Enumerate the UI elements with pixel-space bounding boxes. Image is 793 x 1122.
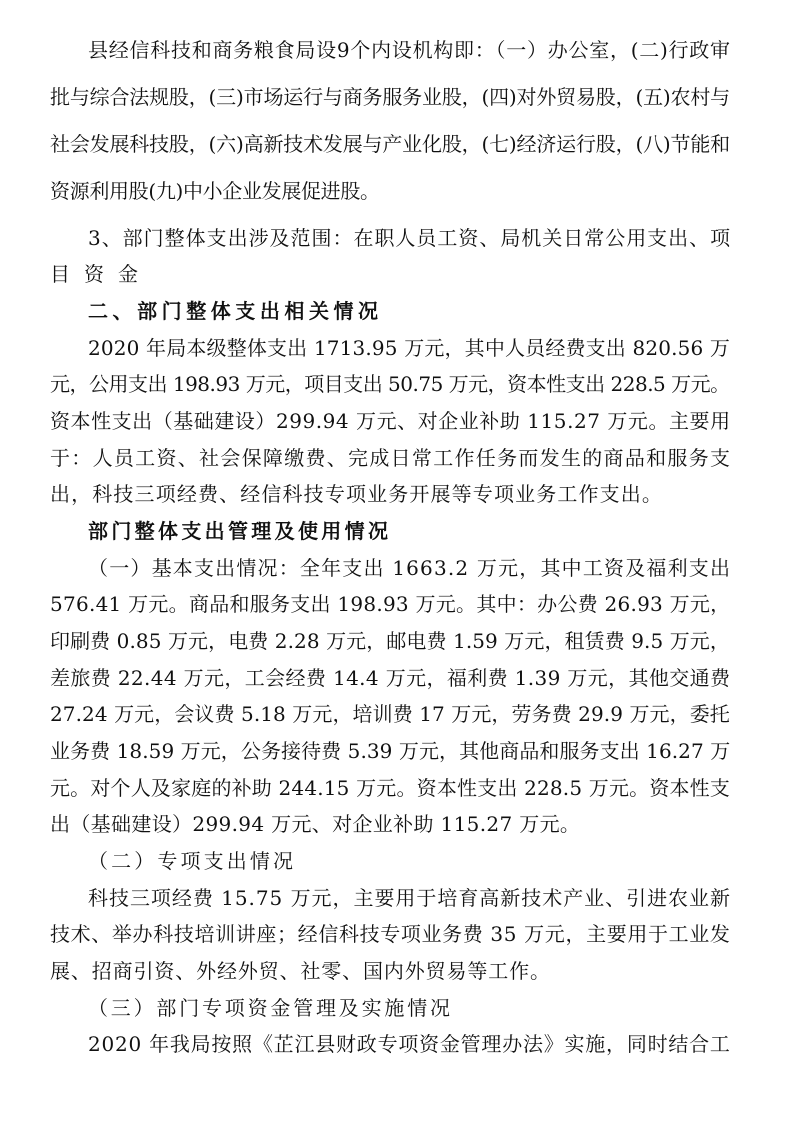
paragraph-line-19: 业务费 18.59 万元，公务接待费 5.39 万元，其他商品和服务支出 16.27 万 <box>50 739 731 763</box>
paragraph-line-4: 资源利用股(九)中小企业发展促进股。 <box>50 179 380 203</box>
section-heading-2: 二、部门整体支出相关情况 <box>88 299 383 323</box>
paragraph-line-10: 资本性支出（基础建设）299.94 万元、对企业补助 115.27 万元。主要用 <box>50 409 731 433</box>
subsection-heading-2: （二）专项支出情况 <box>88 849 297 873</box>
paragraph-line-23: 科技三项经费 15.75 万元，主要用于培育高新技术产业、引进农业新 <box>88 886 731 910</box>
paragraph-line-27: 2020 年我局按照《芷江县财政专项资金管理办法》实施，同时结合工 <box>88 1032 731 1056</box>
paragraph-line-8: 2020 年局本级整体支出 1713.95 万元，其中人员经费支出 820.56 万 <box>88 336 731 360</box>
paragraph-line-5: 3、部门整体支出涉及范围：在职人员工资、局机关日常公用支出、项 <box>88 226 732 250</box>
paragraph-line-24: 技术、举办科技培训讲座；经信科技专项业务费 35 万元，主要用于工业发 <box>50 922 731 946</box>
paragraph-line-15: 576.41 万元。商品和服务支出 198.93 万元。其中：办公费 26.93 万元， <box>50 592 731 616</box>
paragraph-line-14: （一）基本支出情况：全年支出 1663.2 万元，其中工资及福利支出 <box>88 556 732 580</box>
paragraph-line-12: 出，科技三项经费、经信科技专项业务开展等专项业务工作支出。 <box>50 482 664 506</box>
paragraph-line-21: 出（基础建设）299.94 万元、对企业补助 115.27 万元。 <box>50 812 581 836</box>
paragraph-line-3: 社会发展科技股，(六)高新技术发展与产业化股，(七)经济运行股，(八)节能和 <box>50 132 730 156</box>
paragraph-line-6: 目资金 <box>50 262 152 286</box>
paragraph-line-25: 展、招商引资、外经外贸、社零、国内外贸易等工作。 <box>50 959 551 983</box>
paragraph-line-16: 印刷费 0.85 万元，电费 2.28 万元，邮电费 1.59 万元，租赁费 9.5 万元， <box>50 629 730 653</box>
paragraph-line-20: 元。对个人及家庭的补助 244.15 万元。资本性支出 228.5 万元。资本性支 <box>50 776 731 800</box>
paragraph-line-17: 差旅费 22.44 万元，工会经费 14.4 万元，福利费 1.39 万元，其他交通费 <box>50 666 731 690</box>
subsection-heading-3: （三）部门专项资金管理及实施情况 <box>88 996 453 1020</box>
paragraph-line-1: 县经信科技和商务粮食局设9个内设机构即：（一）办公室，(二)行政审 <box>88 38 731 62</box>
paragraph-line-9: 元，公用支出 198.93 万元，项目支出 50.75 万元，资本性支出 228.5 万元。 <box>50 372 730 396</box>
paragraph-line-18: 27.24 万元，会议费 5.18 万元，培训费 17 万元，劳务费 29.9 万元，委托 <box>50 702 730 726</box>
section-heading-usage: 部门整体支出管理及使用情况 <box>88 519 392 543</box>
paragraph-line-2: 批与综合法规股，(三)市场运行与商务服务业股，(四)对外贸易股，(五)农村与 <box>50 85 730 109</box>
paragraph-line-11: 于：人员工资、社会保障缴费、完成日常工作任务而发生的商品和服务支 <box>50 446 732 470</box>
